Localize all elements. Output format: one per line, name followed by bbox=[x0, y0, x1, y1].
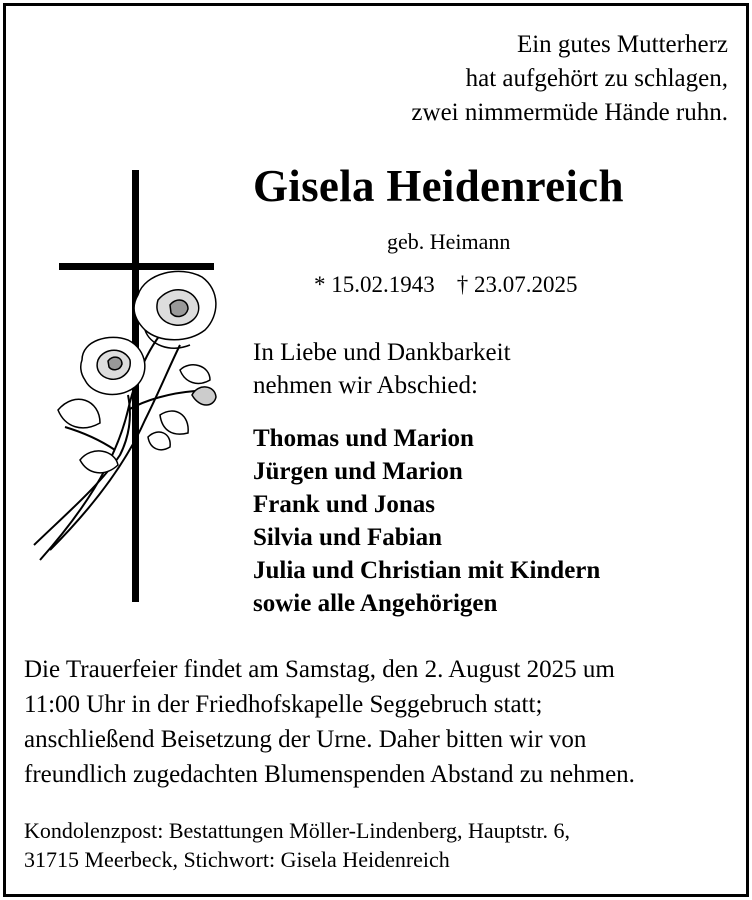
birth-name: geb. Heimann bbox=[387, 229, 511, 254]
intro-line: nehmen wir Abschied: bbox=[253, 372, 478, 399]
intro-line: In Liebe und Dankbarkeit bbox=[253, 339, 511, 366]
condolence-line: 31715 Meerbeck, Stichwort: Gisela Heidenreich bbox=[24, 847, 450, 872]
mourners-list bbox=[253, 422, 600, 620]
service-line: anschließend Beisetzung der Urne. Daher bitten wir von bbox=[24, 726, 587, 753]
motto-line: hat aufgehört zu schlagen, bbox=[465, 65, 728, 92]
motto-line: zwei nimmermüde Hände ruhn. bbox=[411, 99, 728, 126]
mourner-entry: Julia und Christian mit Kindern bbox=[253, 557, 601, 584]
motto-line: Ein gutes Mutterherz bbox=[516, 31, 728, 58]
mourner-entry: Silvia und Fabian bbox=[253, 524, 442, 551]
rose-upper bbox=[134, 271, 216, 348]
service-line: 11:00 Uhr in der Friedhofskapelle Seggebruch statt; bbox=[24, 691, 543, 718]
mourner-entry: Frank und Jonas bbox=[253, 491, 436, 518]
cross-horizontal-beam bbox=[59, 263, 214, 270]
mourner-entry: Thomas und Marion bbox=[253, 425, 474, 452]
service-line: freundlich zugedachten Blumenspenden Abstand zu nehmen. bbox=[24, 761, 635, 788]
death-date: † 23.07.2025 bbox=[456, 272, 578, 297]
funeral-service-info bbox=[24, 652, 736, 792]
condolence-address bbox=[24, 816, 570, 874]
deceased-name: Gisela Heidenreich bbox=[253, 161, 624, 211]
service-line: Die Trauerfeier findet am Samstag, den 2. August 2025 um bbox=[24, 656, 615, 683]
motto bbox=[411, 28, 728, 130]
life-dates bbox=[314, 272, 600, 298]
rose-lower bbox=[81, 337, 145, 394]
cross-with-roses-icon bbox=[20, 165, 235, 610]
mourner-entry: Jürgen und Marion bbox=[253, 458, 463, 485]
condolence-line: Kondolenzpost: Bestattungen Möller-Lindenberg, Hauptstr. 6, bbox=[24, 818, 571, 843]
mourner-entry: sowie alle Angehörigen bbox=[253, 590, 498, 617]
birth-date: * 15.02.1943 bbox=[314, 272, 435, 297]
farewell-intro bbox=[253, 336, 511, 402]
rose-bud bbox=[192, 387, 216, 405]
